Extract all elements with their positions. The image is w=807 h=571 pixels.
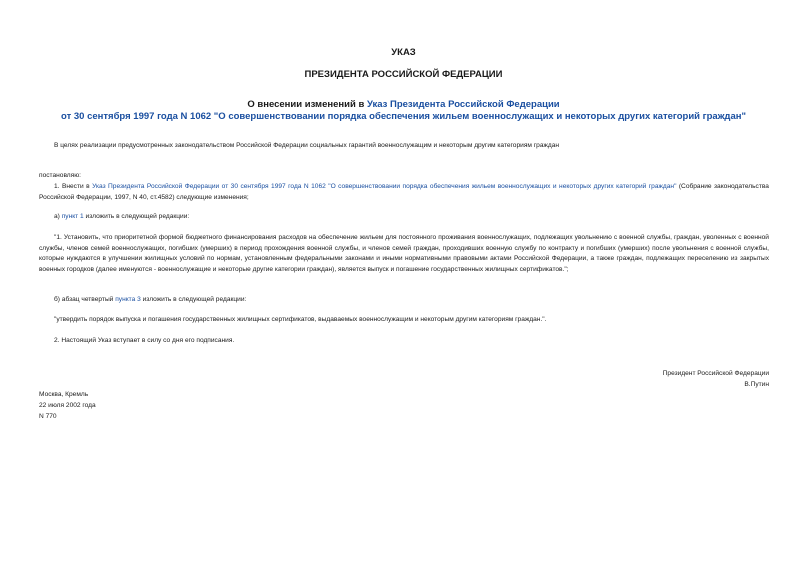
item-1-prefix: 1. Внести в	[54, 183, 93, 190]
place-number: N 770	[39, 413, 57, 420]
sub-item-a-suffix: изложить в следующей редакции:	[83, 213, 190, 220]
place-date: 22 июля 2002 года	[39, 402, 96, 409]
sub-item-b-prefix: б) абзац четвертый	[54, 296, 116, 303]
sub-item-b-suffix: изложить в следующей редакции:	[140, 296, 247, 303]
place-city: Москва, Кремль	[39, 391, 89, 398]
sub-item-a	[54, 212, 189, 223]
sub-item-a-link[interactable]: пункт 1	[61, 213, 84, 220]
intro-paragraph: В целях реализации предусмотренных законодательством Российской Федерации социальных гарантий военнослужащим и некоторым другим категориям граждан	[54, 142, 560, 149]
quote-1-paragraph: "1. Установить, что приоритетной формой бюджетного финансирования расходов на обеспечение жильем для постоянного проживания военнослужащих, подлежащих увольнению с военной службы, граждан, уволенных с военной службы, членов семей военнослужащих, погибших (умерших) в период прохождения военной службы, и членов семей граждан, проходивших военную службу по контракту и погибших (умерших) после увольнения с военной службы, которые нуждаются в улучшении жилищных условий по нормам, установленным федеральными законами и иными нормативными правовыми актами Российской Федерации, а также граждан, подлежащих переселению из закрытых военных городков (далее именуются - военнослужащие и некоторые другие категории граждан), является выпуск и погашение государственных жилищных сертификатов.";	[39, 234, 769, 273]
decree-word: постановляю:	[39, 172, 82, 179]
doc-title-line1	[60, 99, 747, 111]
sub-item-a-prefix: а)	[54, 213, 62, 220]
sub-item-b	[54, 295, 246, 306]
signature-name: В.Путин	[744, 381, 769, 388]
quote-2-paragraph: "утвердить порядок выпуска и погашения государственных жилищных сертификатов, выдаваемых военнослужащим и некоторым другим категориям граждан.".	[54, 316, 547, 323]
item-1-paragraph	[39, 182, 769, 203]
signature-position: Президент Российской Федерации	[662, 370, 769, 377]
item-1-link[interactable]: Указ Президента Российской Федерации от 30 сентября 1997 года N 1062 "О совершенствовании порядка обеспечения жильем военнослужащих и некоторых других категорий граждан"	[92, 183, 677, 190]
sub-item-b-link[interactable]: пункта 3	[115, 296, 141, 303]
item-2-paragraph: 2. Настоящий Указ вступает в силу со дня его подписания.	[54, 337, 235, 344]
doc-title-link-2[interactable]: от 30 сентября 1997 года N 1062 "О совершенствовании порядка обеспечения жильем военнослужащих и некоторых других категорий граждан"	[61, 111, 746, 122]
doc-title-line2	[60, 111, 747, 123]
decree-title: УКАЗ	[391, 47, 416, 58]
doc-title-prefix: О внесении изменений в	[247, 99, 367, 110]
item-1-suffix: (Собрание законодательства Российской Федерации, 1997, N 40, ст.4582) следующие изменения;	[39, 183, 769, 201]
doc-title-link-1[interactable]: Указ Президента Российской Федерации	[366, 99, 560, 110]
decree-issuer: ПРЕЗИДЕНТА РОССИЙСКОЙ ФЕДЕРАЦИИ	[304, 69, 503, 80]
